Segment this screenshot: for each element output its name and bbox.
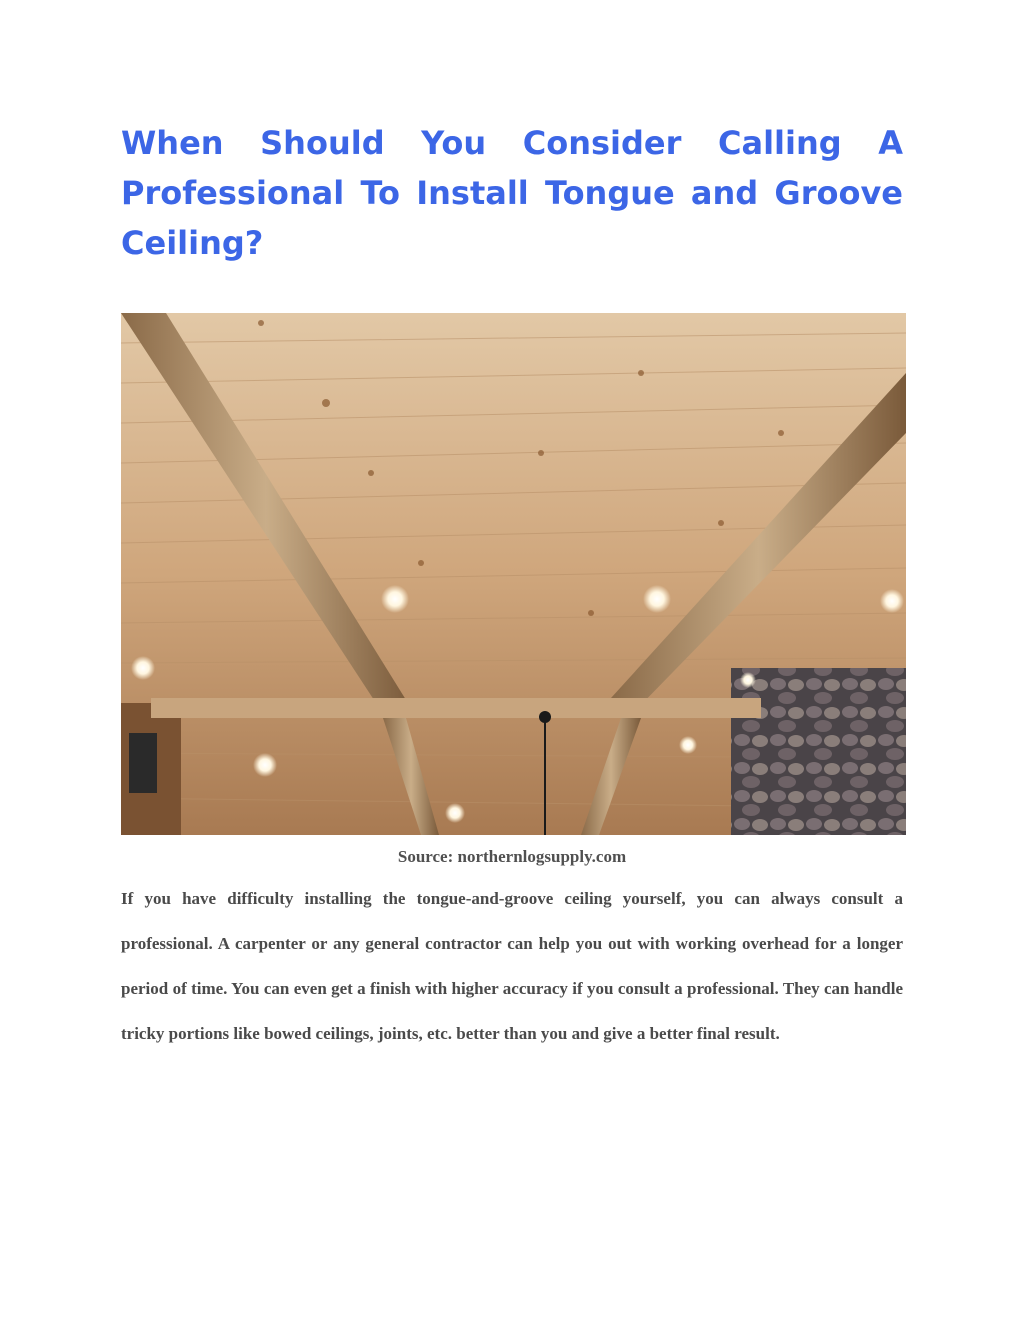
image-caption: Source: northernlogsupply.com — [397, 847, 627, 866]
article-paragraph: If you have difficulty installing the tongue-and-groove ceiling yourself, you can always consult a professional. A carpenter or any general contractor can help you out with working overhead for a longer period of time. You can even get a finish with higher accuracy if you consult a professional. They can handle tricky portions like bowed ceilings, joints, etc. better than you and give a better final result. — [121, 889, 903, 1043]
ceiling-photo — [121, 313, 906, 835]
article-heading: When Should You Consider Calling A Professional To Install Tongue and Groove Ceiling? — [121, 124, 903, 262]
ceiling-photo-icon — [121, 313, 906, 835]
